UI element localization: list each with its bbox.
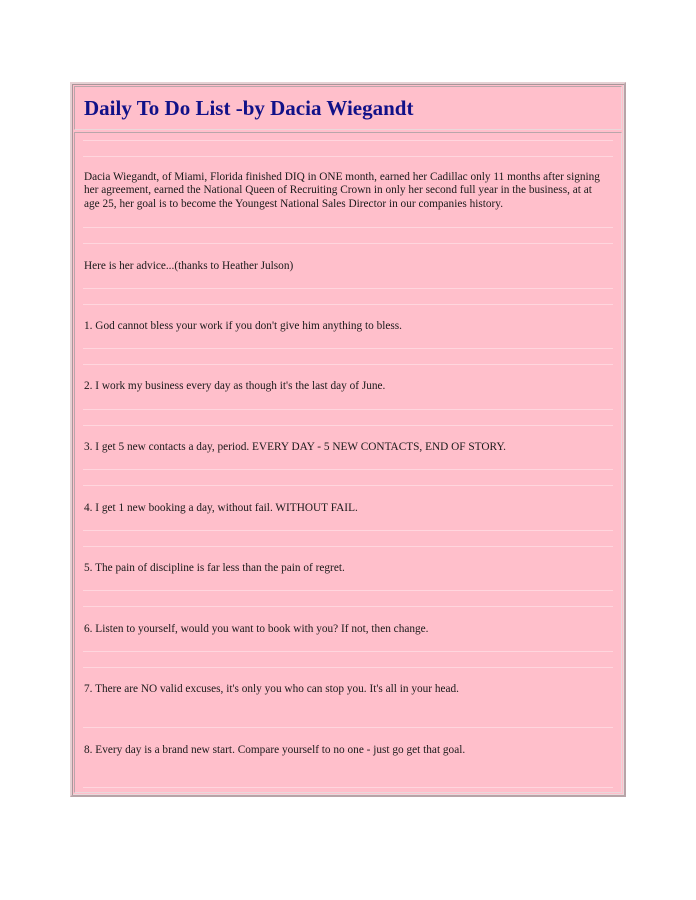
list-item: 3. I get 5 new contacts a day, period. EVERY DAY - 5 NEW CONTACTS, END OF STORY.: [84, 441, 506, 453]
separator: [83, 425, 613, 426]
separator: [83, 727, 613, 728]
list-item: 1. God cannot bless your work if you don't give him anything to bless.: [84, 320, 403, 332]
list-item: 2. I work my business every day as though it's the last day of June.: [84, 380, 386, 392]
page-title: Daily To Do List -by Dacia Wiegandt: [84, 96, 414, 120]
separator: [83, 530, 613, 531]
separator: [83, 667, 613, 668]
separator: [83, 485, 613, 486]
separator: [83, 651, 613, 652]
separator: [83, 243, 613, 244]
separator: [83, 546, 613, 547]
list-item: 5. The pain of discipline is far less than the pain of regret.: [84, 562, 345, 574]
separator: [83, 787, 613, 788]
separator: [83, 606, 613, 607]
separator: [83, 156, 613, 157]
list-item: 8. Every day is a brand new start. Compare yourself to no one - just go get that goal.: [84, 744, 466, 756]
intro-paragraph: Dacia Wiegandt, of Miami, Florida finished DIQ in ONE month, earned her Cadillac only 11 months after signing her agreement, earned the National Queen of Recruiting Crown in only her second full year in the business, at at age 25, her goal is to become the Youngest National Sales Director in our companies history.: [84, 171, 600, 210]
body-cell: [74, 132, 622, 793]
advice-intro: Here is her advice...(thanks to Heather Julson): [84, 260, 294, 272]
separator: [83, 364, 613, 365]
title-cell: [74, 86, 622, 130]
list-item: 6. Listen to yourself, would you want to book with you? If not, then change.: [84, 623, 429, 635]
separator: [83, 288, 613, 289]
separator: [83, 227, 613, 228]
list-item: 7. There are NO valid excuses, it's only you who can stop you. It's all in your head.: [84, 683, 460, 695]
separator: [83, 348, 613, 349]
separator: [83, 590, 613, 591]
separator: [83, 304, 613, 305]
separator: [83, 469, 613, 470]
list-item: 4. I get 1 new booking a day, without fail. WITHOUT FAIL.: [84, 502, 358, 514]
separator: [83, 140, 613, 141]
content-box: [70, 82, 626, 797]
separator: [83, 409, 613, 410]
